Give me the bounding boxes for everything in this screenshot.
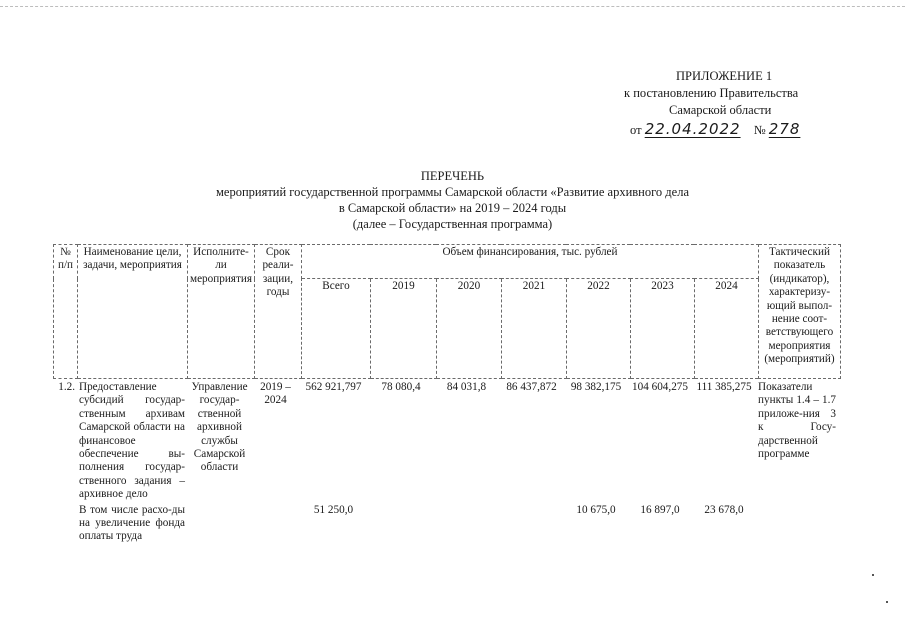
- header-2019: 2019: [370, 279, 436, 379]
- measures-table-body: [53, 380, 838, 545]
- row-term: 2019 – 2024: [260, 381, 291, 407]
- annex-line-2: Самарской области: [669, 103, 772, 117]
- header-2022: 2022: [566, 279, 630, 379]
- document-heading: [0, 168, 905, 232]
- row-total: 562 921,797: [305, 381, 362, 393]
- scan-speck: [872, 574, 874, 576]
- row-executor: Управление государ-ственной архивной службы Самарской области: [191, 381, 248, 474]
- row-2022: 98 382,175: [570, 381, 622, 393]
- row-2021: [499, 503, 564, 545]
- header-name: Наименование цели, задачи, мероприятия: [78, 245, 188, 379]
- header-executor: Исполните-ли мероприятия: [188, 245, 255, 379]
- header-2024: 2024: [694, 279, 758, 379]
- scan-edge-line: [0, 6, 905, 7]
- annex-title: ПРИЛОЖЕНИЕ 1: [676, 69, 773, 83]
- annex-from-label: от: [630, 123, 642, 137]
- annex-number: 278: [768, 120, 801, 138]
- table-row: [53, 380, 838, 503]
- row-executor: [187, 503, 252, 545]
- header-financing: Объем финансирования, тыс. рублей: [301, 245, 758, 279]
- heading-line-1: мероприятий государственной программы Самарской области «Развитие архивного дела: [215, 185, 689, 199]
- annex-date: 22.04.2022: [644, 120, 741, 138]
- measures-table-header: [53, 244, 841, 379]
- header-total: Всего: [301, 279, 370, 379]
- row-2024: 111 385,275: [696, 381, 752, 393]
- row-2023: 104 604,275: [632, 381, 688, 393]
- row-2019: 78 080,4: [381, 381, 421, 393]
- annex-line-1: к постановлению Правительства: [624, 86, 799, 100]
- row-name: Предоставление субсидий государ-ственным архивам Самарской области на финансовое обеспечение вы-полнения государ-ственного задания – архивное дело: [79, 381, 185, 501]
- row-2020: [434, 503, 499, 545]
- row-indicator: Показатели пункты 1.4 – 1.7 приложе-ния 3 к Госу-дарственной программе: [758, 381, 836, 461]
- annex-number-label: №: [753, 123, 766, 137]
- table-row: [53, 503, 838, 545]
- row-name: В том числе расхо-ды на увеличение фонда оплаты труда: [79, 503, 185, 543]
- row-num: 1.2.: [58, 381, 75, 393]
- header-2020: 2020: [436, 279, 501, 379]
- row-2019: [368, 503, 434, 545]
- header-num: № п/п: [54, 245, 78, 379]
- row-2023: 16 897,0: [640, 503, 680, 516]
- header-2021: 2021: [501, 279, 566, 379]
- scan-speck: [886, 601, 888, 603]
- heading-line-2: в Самарской области» на 2019 – 2024 годы: [338, 201, 567, 215]
- row-num: [53, 503, 77, 545]
- row-indicator: [756, 503, 838, 545]
- row-total: 51 250,0: [313, 503, 354, 516]
- row-2020: 84 031,8: [446, 381, 487, 393]
- row-term: [252, 503, 299, 545]
- heading-title: ПЕРЕЧЕНЬ: [420, 169, 485, 183]
- heading-line-3: (далее – Государственная программа): [352, 217, 553, 231]
- annex-date-line: [630, 121, 800, 139]
- row-2024: 23 678,0: [704, 503, 744, 516]
- header-2023: 2023: [630, 279, 694, 379]
- row-2022: 10 675,0: [576, 503, 616, 516]
- row-2021: 86 437,872: [506, 381, 557, 393]
- header-indicator: Тактический показатель (индикатор), характеризу-ющий выпол-нение соот-ветствующего мероприятия (мероприятий): [758, 245, 840, 379]
- header-term: Срок реали-зации, годы: [254, 245, 301, 379]
